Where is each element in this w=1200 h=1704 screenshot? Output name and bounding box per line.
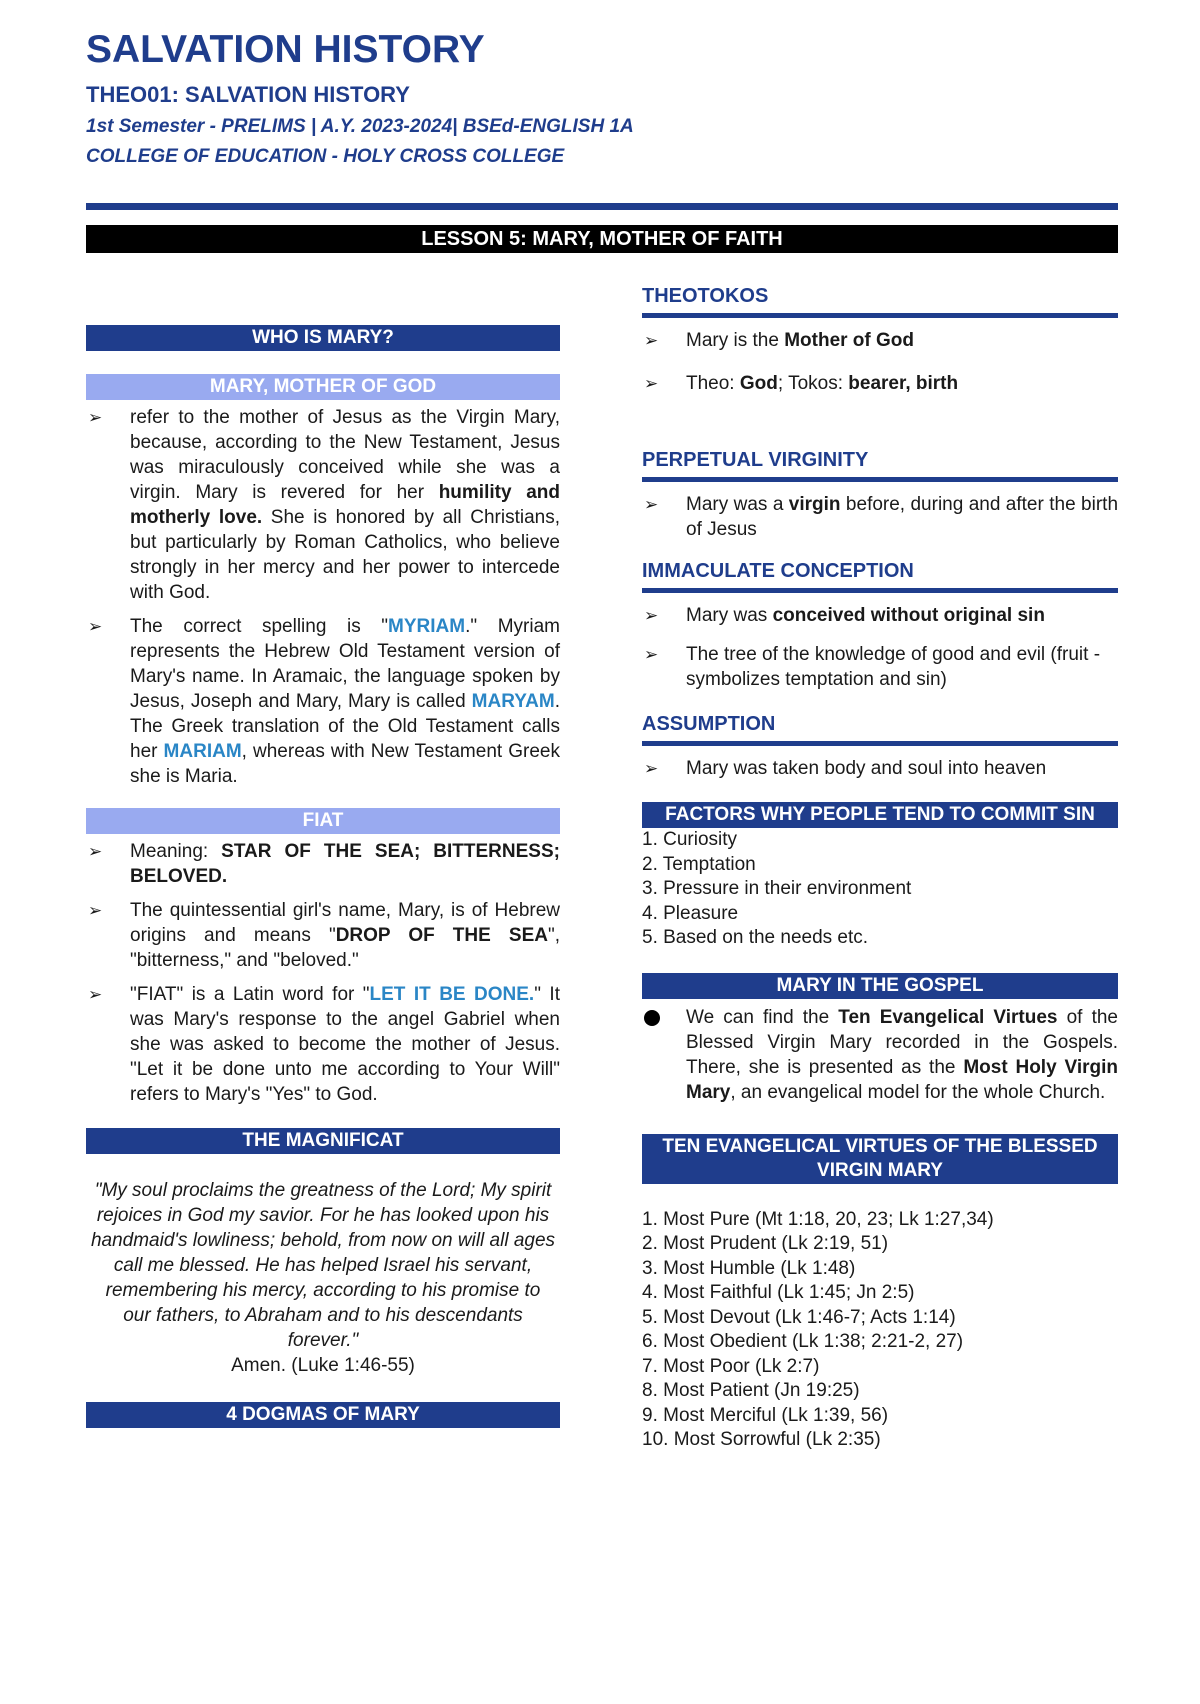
text-run: The tree of the knowledge of good and evil (fruit - symbolizes temptation and sin) <box>686 644 1101 690</box>
text-run: ; Tokos: <box>777 373 849 394</box>
arrowhead-bullet-icon: ➢ <box>644 495 659 514</box>
text-run: The correct spelling is " <box>130 616 389 637</box>
list-item <box>642 328 1118 353</box>
mother-of-god-heading: MARY, MOTHER OF GOD <box>86 374 560 400</box>
text-run: virgin <box>788 494 841 515</box>
list-item <box>642 371 1118 396</box>
immaculate-conception-list <box>642 603 1118 692</box>
text-run: " It was Mary's response to the angel Gabriel when she was asked to become the mother of Jesus. "Let it be done unto me according to Your Will" refers to Mary's "Yes" to God. <box>130 984 560 1105</box>
arrowhead-bullet-icon: ➢ <box>88 842 103 861</box>
list-item <box>642 642 1118 692</box>
ten-virtues-heading: TEN EVANGELICAL VIRTUES OF THE BLESSED VIRGIN MARY <box>642 1134 1118 1184</box>
arrowhead-bullet-icon: ➢ <box>88 901 103 920</box>
theotokos-title: THEOTOKOS <box>642 282 1118 318</box>
text-run: We can find the <box>686 1006 839 1028</box>
list-item: 3. Most Humble (Lk 1:48) <box>642 1257 856 1279</box>
text-run: Meaning: <box>130 841 222 862</box>
text-run: ", "bitterness," and "beloved." <box>130 925 560 971</box>
text-run: Mary was taken body and soul into heaven <box>686 758 1047 779</box>
list-item-text <box>686 373 958 394</box>
text-run: STAR OF THE SEA; BITTERNESS; BELOVED. <box>130 841 560 887</box>
text-run: conceived without original sin <box>772 605 1045 626</box>
document-title: SALVATION HISTORY <box>86 28 485 71</box>
arrowhead-bullet-icon: ➢ <box>644 759 659 778</box>
arrowhead-bullet-icon: ➢ <box>644 331 659 350</box>
list-item: 1. Most Pure (Mt 1:18, 20, 23; Lk 1:27,34) <box>642 1208 994 1230</box>
text-run: ." Myriam represents the Hebrew Old Testament version of Mary's name. In Aramaic, the language spoken by Jesus, Joseph and Mary, Mary is called <box>130 616 560 712</box>
immaculate-conception-title: IMMACULATE CONCEPTION <box>642 557 1118 593</box>
text-run: MARIAM <box>163 741 242 762</box>
course-title: THEO01: SALVATION HISTORY <box>86 82 410 107</box>
list-item: 9. Most Merciful (Lk 1:39, 56) <box>642 1404 889 1426</box>
header-divider <box>86 203 1118 210</box>
ten-virtues-list <box>642 1208 1118 1453</box>
text-run: MARYAM <box>471 691 555 712</box>
list-item <box>642 603 1118 628</box>
document-header <box>86 24 1118 172</box>
text-run: before, during and after the birth of Jesus <box>686 494 1119 540</box>
list-item: 10. Most Sorrowful (Lk 2:35) <box>642 1429 881 1450</box>
text-run: "FIAT" is a Latin word for " <box>130 984 370 1005</box>
college-line: COLLEGE OF EDUCATION - HOLY CROSS COLLEGE <box>86 146 565 167</box>
list-item-text <box>130 984 560 1105</box>
text-run: , whereas with New Testament Greek she is Maria. <box>130 741 560 787</box>
list-item-text <box>686 330 914 351</box>
list-item-text <box>686 758 1046 779</box>
text-run: Mary is the <box>686 330 785 351</box>
list-item: 6. Most Obedient (Lk 1:38; 2:21-2, 27) <box>642 1331 964 1352</box>
text-run: , an evangelical model for the whole Church. <box>730 1081 1106 1103</box>
list-item <box>86 839 560 889</box>
text-run: DROP OF THE SEA <box>335 925 548 946</box>
mary-in-gospel-list <box>642 1005 1118 1105</box>
arrowhead-bullet-icon: ➢ <box>88 617 103 636</box>
text-run: of the Blessed Virgin Mary recorded in the Gospels. There, she is presented as the <box>686 1006 1118 1078</box>
arrowhead-bullet-icon: ➢ <box>644 374 659 393</box>
list-item-text <box>686 1007 1118 1103</box>
list-item <box>86 405 560 605</box>
list-item: 4. Most Faithful (Lk 1:45; Jn 2:5) <box>642 1282 915 1303</box>
magnificat-text: "My soul proclaims the greatness of the Lord; My spirit rejoices in God my savior. For he has looked upon his handmaid's lowliness; behold, from now on will all ages call me blessed. He has helped Israel his servant, remembering his mercy, according to his promise to our fathers, to Abraham and to his descendants forever." <box>90 1180 556 1351</box>
list-item <box>642 756 1118 781</box>
filled-circle-bullet-icon <box>644 1005 660 1033</box>
magnificat-heading: THE MAGNIFICAT <box>86 1128 560 1154</box>
list-item-text <box>686 494 1118 540</box>
text-run: humility and motherly love. <box>130 482 560 528</box>
list-item: 7. Most Poor (Lk 2:7) <box>642 1355 820 1377</box>
text-run: Mary was <box>686 605 773 626</box>
right-column <box>642 282 1118 1453</box>
list-item <box>642 1005 1118 1105</box>
list-item-text <box>130 616 560 787</box>
lesson-title: LESSON 5: MARY, MOTHER OF FAITH <box>86 225 1118 253</box>
list-item: 4. Pleasure <box>642 902 739 924</box>
list-item <box>642 492 1118 542</box>
left-column <box>86 325 560 1428</box>
list-item: 2. Temptation <box>642 853 756 875</box>
list-item <box>86 614 560 789</box>
text-run: God <box>739 373 778 394</box>
who-is-mary-heading: WHO IS MARY? <box>86 325 560 351</box>
text-run: She is honored by all Christians, but particularly by Roman Catholics, who believe strongly in her mercy and her power to intercede with God. <box>130 507 560 603</box>
perpetual-virginity-title: PERPETUAL VIRGINITY <box>642 446 1118 482</box>
list-item-text <box>130 900 560 971</box>
theotokos-list <box>642 328 1118 396</box>
perpetual-virginity-list <box>642 492 1118 542</box>
arrowhead-bullet-icon: ➢ <box>644 606 659 625</box>
fiat-heading: FIAT <box>86 808 560 834</box>
text-run: The quintessential girl's name, Mary, is of Hebrew origins and means " <box>130 900 560 946</box>
list-item-text <box>130 841 560 887</box>
list-item <box>86 982 560 1107</box>
text-run: refer to the mother of Jesus as the Virgin Mary, because, according to the New Testament, Jesus was miraculously conceived while she was a virgin. Mary is revered for her <box>130 407 560 503</box>
text-run: . The Greek translation of the Old Testament calls her <box>130 691 560 762</box>
text-run: MYRIAM <box>388 616 466 637</box>
list-item: 2. Most Prudent (Lk 2:19, 51) <box>642 1233 889 1254</box>
list-item-text <box>130 407 560 603</box>
magnificat-reference: Amen. (Luke 1:46-55) <box>231 1355 415 1376</box>
text-run: Most Holy Virgin Mary <box>686 1056 1118 1103</box>
four-dogmas-heading: 4 DOGMAS OF MARY <box>86 1402 560 1428</box>
text-run: Mary was a <box>686 494 789 515</box>
text-run: Mother of God <box>784 330 915 351</box>
assumption-title: ASSUMPTION <box>642 710 1118 746</box>
text-run: Theo: <box>686 373 740 394</box>
semester-line: 1st Semester - PRELIMS | A.Y. 2023-2024| BSEd-ENGLISH 1A <box>86 116 634 137</box>
fiat-list <box>86 839 560 1107</box>
mother-of-god-list <box>86 405 560 789</box>
list-item: 3. Pressure in their environment <box>642 878 912 899</box>
arrowhead-bullet-icon: ➢ <box>644 645 659 664</box>
sin-factors-list <box>642 828 1118 951</box>
text-run: Ten Evangelical Virtues <box>838 1006 1058 1028</box>
text-run: LET IT BE DONE. <box>369 984 535 1005</box>
assumption-list <box>642 756 1118 781</box>
list-item <box>86 898 560 973</box>
arrowhead-bullet-icon: ➢ <box>88 985 103 1004</box>
list-item-text <box>686 605 1045 626</box>
text-run: bearer, birth <box>848 373 959 394</box>
list-item: 8. Most Patient (Jn 19:25) <box>642 1380 860 1401</box>
list-item-text <box>686 644 1100 690</box>
sin-factors-heading: FACTORS WHY PEOPLE TEND TO COMMIT SIN <box>642 802 1118 828</box>
list-item: 5. Most Devout (Lk 1:46-7; Acts 1:14) <box>642 1306 956 1328</box>
mary-in-gospel-heading: MARY IN THE GOSPEL <box>642 973 1118 999</box>
list-item: 5. Based on the needs etc. <box>642 927 869 948</box>
arrowhead-bullet-icon: ➢ <box>88 408 103 427</box>
list-item: 1. Curiosity <box>642 829 738 850</box>
